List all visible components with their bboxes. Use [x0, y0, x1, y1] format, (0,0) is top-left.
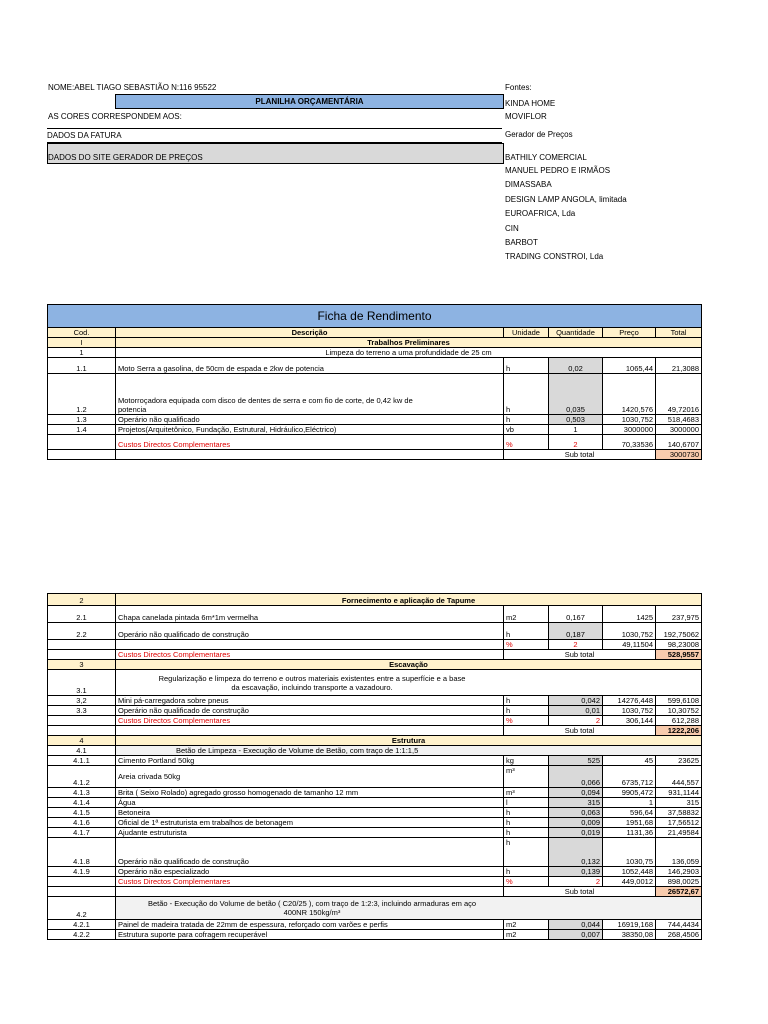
- row-unit: l: [504, 798, 549, 808]
- fonte-item: DIMASSABA: [505, 180, 552, 189]
- row-total: 518,4683: [656, 415, 702, 425]
- row-desc: Limpeza do terreno a uma profundidade de 25 cm: [116, 348, 702, 358]
- row-price: 9905,472: [603, 788, 656, 798]
- row-unit: h: [504, 867, 549, 877]
- row-total: 268,4506: [656, 930, 702, 940]
- row-desc: Operário não qualificado de construção: [116, 838, 504, 867]
- fonte-item: EUROAFRICA, Lda: [505, 209, 576, 218]
- subtotal-value: 528,9557: [656, 650, 702, 660]
- row-qty: 0,035: [549, 374, 603, 415]
- fonte-item: MOVIFLOR: [505, 112, 547, 121]
- row-cod: [48, 716, 116, 726]
- row-total: 599,6108: [656, 696, 702, 706]
- row-cod: 1.2: [48, 374, 116, 415]
- row-total: 37,58832: [656, 808, 702, 818]
- row-cod: 4.1.9: [48, 867, 116, 877]
- row-total: 898,0025: [656, 877, 702, 887]
- row-desc: Operário não especializado: [116, 867, 504, 877]
- row-cod: 4.1.2: [48, 766, 116, 788]
- row-price: 1065,44: [603, 358, 656, 374]
- row-unit: m2: [504, 606, 549, 623]
- row-unit: m2: [504, 930, 549, 940]
- row-cod: [48, 877, 116, 887]
- row-desc: [116, 374, 504, 415]
- subtotal-value: 1222,206: [656, 726, 702, 736]
- row-desc-line: Regularização e limpeza do terreno e outros materiais existentes entre a superfície e a base: [158, 673, 466, 683]
- row-desc: Oficial de 1ª estruturista em trabalhos de betonagem: [116, 818, 504, 828]
- row-cod: [48, 435, 116, 450]
- row-qty: 2: [549, 877, 603, 887]
- row-qty: 0,503: [549, 415, 603, 425]
- col-quantidade: Quantidade: [549, 328, 603, 338]
- row-desc: [116, 670, 702, 696]
- row-price: 596,64: [603, 808, 656, 818]
- row-desc: Betoneira: [116, 808, 504, 818]
- section-cod: 3: [48, 660, 116, 670]
- row-desc-line: Motorroçadora equipada com disco de dentes de serra e com fio de corte, de 0,42 kw de: [118, 396, 413, 405]
- row-price: 1131,36: [603, 828, 656, 838]
- row-unit: h: [504, 623, 549, 640]
- row-total: 3000000: [656, 425, 702, 435]
- row-cod: 4.1.5: [48, 808, 116, 818]
- row-desc: Projetos(Arquitetônico, Fundação, Estrutural, Hidráulico,Eléctrico): [116, 425, 504, 435]
- row-qty: 0,066: [549, 766, 603, 788]
- row-total: 612,288: [656, 716, 702, 726]
- row-price: 45: [603, 756, 656, 766]
- site-label: DADOS DO SITE GERADOR DE PREÇOS: [47, 143, 504, 164]
- row-cod: 3,2: [48, 696, 116, 706]
- planilha-title: PLANILHA ORÇAMENTÁRIA: [115, 94, 504, 109]
- row-price: 3000000: [603, 425, 656, 435]
- section-cod: I: [48, 338, 116, 348]
- subtotal-value: 26572,67: [656, 887, 702, 897]
- row-total: 140,6707: [656, 435, 702, 450]
- section-title: Estrutura: [116, 736, 702, 746]
- row-desc: Custos Directos Complementares: [116, 435, 504, 450]
- row-total: 17,56512: [656, 818, 702, 828]
- row-qty: 0,063: [549, 808, 603, 818]
- row-unit: h: [504, 706, 549, 716]
- row-desc-line: da escavação, incluindo transporte a vazadouro.: [231, 682, 393, 692]
- row-unit: m³: [504, 766, 549, 788]
- row-unit: m2: [504, 920, 549, 930]
- row-desc: Cimento Portland 50kg: [116, 756, 504, 766]
- row-qty: 315: [549, 798, 603, 808]
- row-cod: 1.1: [48, 358, 116, 374]
- row-cod: 4.1.7: [48, 828, 116, 838]
- col-total: Total: [656, 328, 702, 338]
- fonte-item: CIN: [505, 224, 519, 233]
- col-cod: Cod.: [48, 328, 116, 338]
- row-cod: 2.2: [48, 623, 116, 640]
- row-unit: %: [504, 877, 549, 887]
- subtotal-label: Sub total: [504, 650, 656, 660]
- row-qty: 0,02: [549, 358, 603, 374]
- row-unit: h: [504, 818, 549, 828]
- row-total: 136,059: [656, 838, 702, 867]
- row-price: 1: [603, 798, 656, 808]
- row-qty: 0,01: [549, 706, 603, 716]
- row-cod: 3.3: [48, 706, 116, 716]
- ficha-table: [47, 304, 702, 460]
- fonte-item: TRADING CONSTROI, Lda: [505, 252, 604, 261]
- ficha-title: Ficha de Rendimento: [48, 305, 702, 328]
- row-qty: 0,167: [549, 606, 603, 623]
- row-cod: 3.1: [48, 670, 116, 696]
- section-title: Escavação: [116, 660, 702, 670]
- row-unit: h: [504, 374, 549, 415]
- row-desc: Custos Directos Complementares: [116, 716, 504, 726]
- row-price: 306,144: [603, 716, 656, 726]
- row-desc: Chapa canelada pintada 6m*1m vermelha: [116, 606, 504, 623]
- row-price: 70,33536: [603, 435, 656, 450]
- row-unit: vb: [504, 425, 549, 435]
- row-desc-line: 400NR 150kg/m³: [283, 908, 341, 917]
- row-qty: 0,007: [549, 930, 603, 940]
- row-unit: kg: [504, 756, 549, 766]
- fonte-item: KINDA HOME: [505, 99, 556, 108]
- row-total: 237,975: [656, 606, 702, 623]
- row-desc: [116, 897, 702, 920]
- row-cod: 4.1: [48, 746, 116, 756]
- row-price: 1030,752: [603, 706, 656, 716]
- row-desc: Operário não qualificado de construção: [116, 706, 504, 716]
- row-desc-line: Betão - Execução do Volume de betão ( C20/25 ), com traço de 1:2:3, incluindo armaduras em aço: [147, 899, 477, 908]
- row-qty: 0,094: [549, 788, 603, 798]
- name-line: NOME:ABEL TIAGO SEBASTIÃO N:116 95522: [48, 83, 217, 92]
- row-desc: Areia crivada 50kg: [116, 766, 504, 788]
- row-total: 146,2903: [656, 867, 702, 877]
- row-price: 1420,576: [603, 374, 656, 415]
- row-price: 449,0012: [603, 877, 656, 887]
- row-total: 744,4434: [656, 920, 702, 930]
- row-total: 315: [656, 798, 702, 808]
- row-total: 444,557: [656, 766, 702, 788]
- subtotal-value: 3000730: [656, 450, 702, 460]
- section-title: Trabalhos Preliminares: [116, 338, 702, 348]
- row-cod: 4.1.6: [48, 818, 116, 828]
- row-desc: Água: [116, 798, 504, 808]
- row-cod: 4.2.2: [48, 930, 116, 940]
- row-qty: 0,132: [549, 838, 603, 867]
- row-qty: 0,019: [549, 828, 603, 838]
- col-unidade: Unidade: [504, 328, 549, 338]
- row-unit: %: [504, 640, 549, 650]
- row-desc: Moto Serra a gasolina, de 50cm de espada e 2kw de potencia: [116, 358, 504, 374]
- row-desc: Estrutura suporte para cofragem recuperável: [116, 930, 504, 940]
- row-desc: Operário não qualificado: [116, 415, 504, 425]
- row-cod: 4.1.4: [48, 798, 116, 808]
- row-qty: 2: [549, 435, 603, 450]
- row-price: 14276,448: [603, 696, 656, 706]
- row-cod: 2.1: [48, 606, 116, 623]
- fatura-label: DADOS DA FATURA: [47, 128, 502, 143]
- row-unit: h: [504, 828, 549, 838]
- row-cod: 4.1.1: [48, 756, 116, 766]
- row-cod: 1: [48, 348, 116, 358]
- row-total: 192,75062: [656, 623, 702, 640]
- row-cod: 1.3: [48, 415, 116, 425]
- row-total: 931,1144: [656, 788, 702, 798]
- section-cod: 4: [48, 736, 116, 746]
- row-desc: Ajudante estruturista: [116, 828, 504, 838]
- row-price: 49,11504: [603, 640, 656, 650]
- row-unit: m³: [504, 788, 549, 798]
- row-qty: 0,009: [549, 818, 603, 828]
- row-unit: %: [504, 435, 549, 450]
- subtotal-label: Sub total: [504, 887, 656, 897]
- row-unit: h: [504, 358, 549, 374]
- row-qty: 2: [549, 640, 603, 650]
- row-qty: 0,187: [549, 623, 603, 640]
- row-desc-line: potencia: [118, 405, 147, 414]
- row-total: 21,3088: [656, 358, 702, 374]
- row-price: 1030,752: [603, 415, 656, 425]
- subtotal-label: Sub total: [504, 726, 656, 736]
- row-unit: h: [504, 696, 549, 706]
- row-price: 1425: [603, 606, 656, 623]
- col-descricao: Descrição: [116, 328, 504, 338]
- row-price: 38350,08: [603, 930, 656, 940]
- row-desc: Custos Directos Complementares: [116, 650, 504, 660]
- row-price: 16919,168: [603, 920, 656, 930]
- row-qty: 0,042: [549, 696, 603, 706]
- row-qty: 0,139: [549, 867, 603, 877]
- subtotal-label: Sub total: [504, 450, 656, 460]
- row-total: 10,30752: [656, 706, 702, 716]
- section-title: Fornecimento e aplicação de Tapume: [116, 594, 702, 606]
- budget-table: [47, 593, 702, 940]
- row-cod: 4.2: [48, 897, 116, 920]
- fonte-item: MANUEL PEDRO E IRMÃOS: [505, 166, 611, 175]
- row-qty: 0,044: [549, 920, 603, 930]
- row-total: 23625: [656, 756, 702, 766]
- row-price: 6735,712: [603, 766, 656, 788]
- row-desc: Betão de Limpeza - Execução de Volume de Betão, com traço de 1:1:1,5: [116, 746, 702, 756]
- row-desc: Operário não qualificado de construção: [116, 623, 504, 640]
- row-desc: Painel de madeira tratada de 22mm de espessura, reforçado com varões e perfis: [116, 920, 504, 930]
- row-unit: %: [504, 716, 549, 726]
- row-unit: h: [504, 838, 549, 867]
- row-total: 98,23008: [656, 640, 702, 650]
- row-qty: 2: [549, 716, 603, 726]
- fonte-item: BATHILY COMERCIAL: [505, 153, 587, 162]
- row-price: 1030,75: [603, 838, 656, 867]
- row-cod: 4.2.1: [48, 920, 116, 930]
- row-cod: 4.1.3: [48, 788, 116, 798]
- row-desc: Brita ( Seixo Rolado) agregado grosso homogenado de tamanho 12 mm: [116, 788, 504, 798]
- fonte-item: BARBOT: [505, 238, 538, 247]
- row-price: 1052,448: [603, 867, 656, 877]
- fonte-item: Gerador de Preços: [505, 130, 573, 139]
- col-preco: Preço: [603, 328, 656, 338]
- row-total: 21,49584: [656, 828, 702, 838]
- row-desc: Custos Directos Complementares: [116, 877, 504, 887]
- row-cod: 4.1.8: [48, 838, 116, 867]
- row-desc: Mini pá-carregadora sobre pneus: [116, 696, 504, 706]
- fontes-label: Fontes:: [505, 83, 532, 92]
- row-cod: 1.4: [48, 425, 116, 435]
- fonte-item: DESIGN LAMP ANGOLA, limitada: [505, 195, 627, 204]
- row-price: 1030,752: [603, 623, 656, 640]
- row-desc: [116, 640, 504, 650]
- section-cod: 2: [48, 594, 116, 606]
- row-total: 49,72016: [656, 374, 702, 415]
- cores-label: AS CORES CORRESPONDEM AOS:: [48, 112, 182, 121]
- row-unit: h: [504, 808, 549, 818]
- row-qty: 1: [549, 425, 603, 435]
- row-qty: 525: [549, 756, 603, 766]
- row-unit: h: [504, 415, 549, 425]
- row-price: 1951,68: [603, 818, 656, 828]
